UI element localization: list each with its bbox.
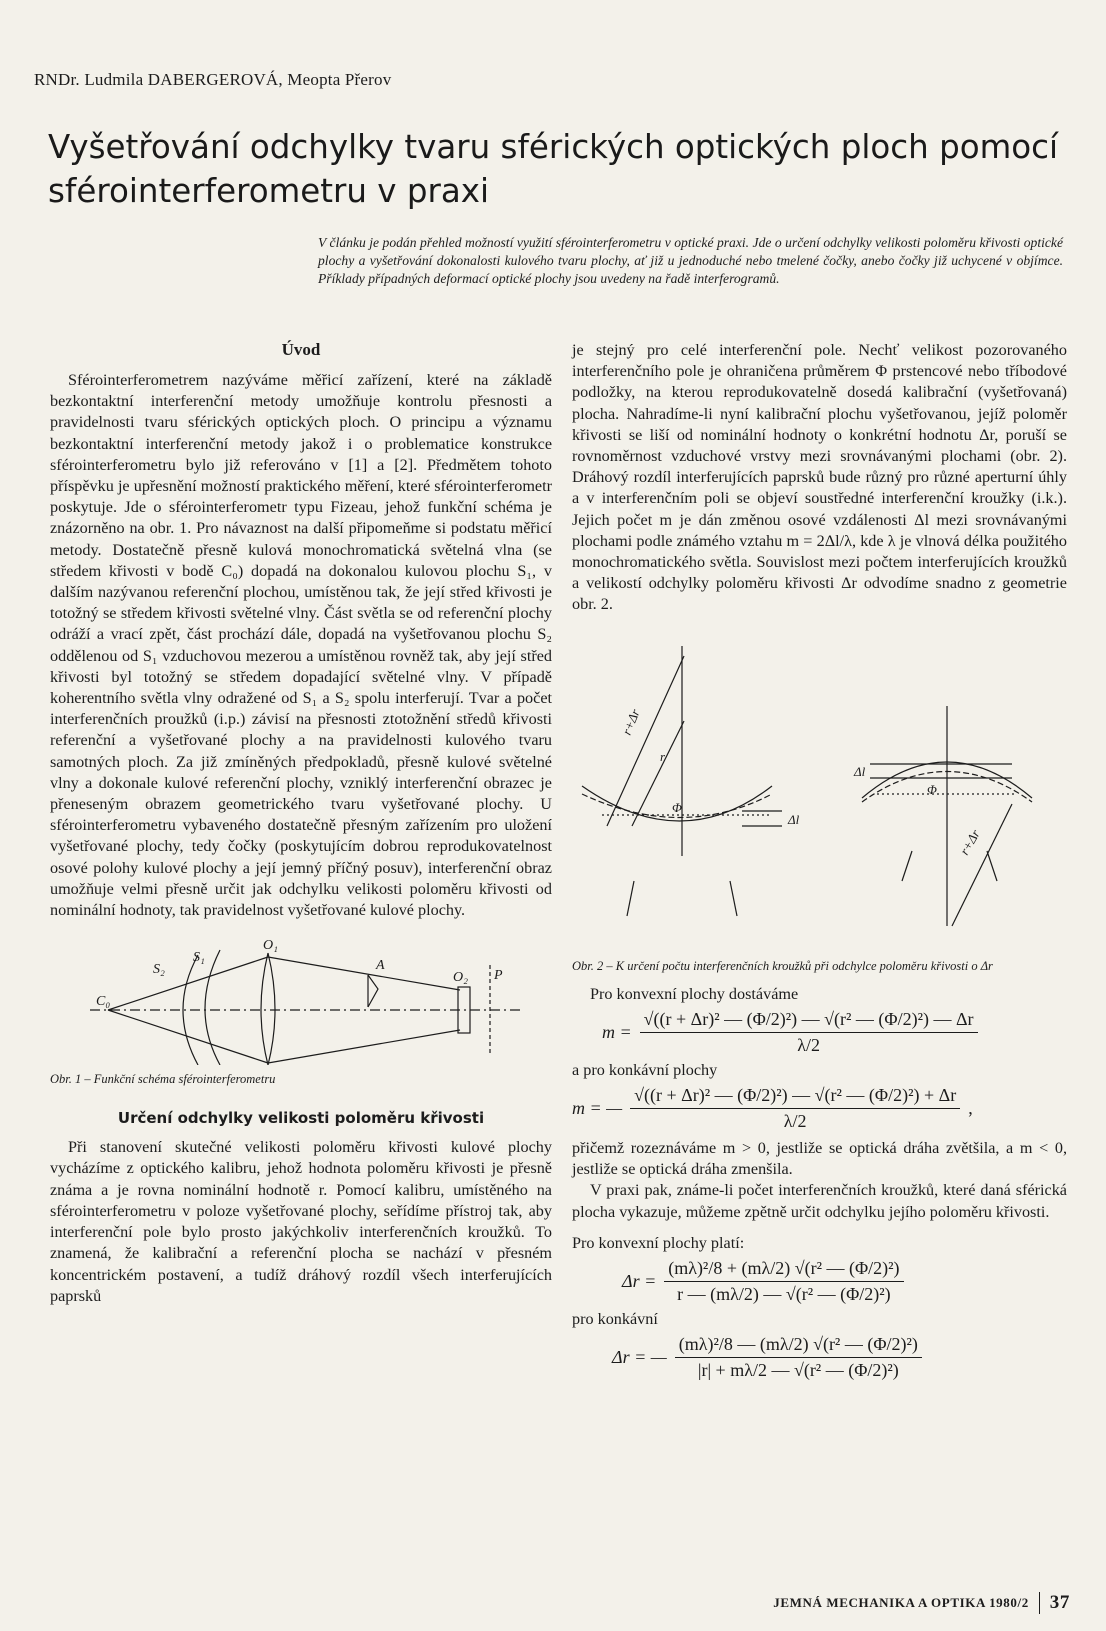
right-paragraph-2: přičemž rozeznáváme m > 0, jestliže se optická dráha zvětšila, a m < 0, jestliže se optická dráha zmenšila. <box>572 1139 1067 1179</box>
eq1-numerator: √((r + Δr)² — (Φ/2)²) — √(r² — (Φ/2)²) — Δr <box>640 1009 978 1033</box>
eq2-tail: , <box>968 1098 973 1119</box>
label-p: P <box>494 968 503 984</box>
prism-a <box>368 975 378 1007</box>
arrow-left-1 <box>627 881 634 916</box>
eq3-lhs: Δr = <box>622 1271 657 1292</box>
lens-o1-left <box>268 953 275 1065</box>
ray-upper-left <box>108 957 268 1010</box>
concave2-intro: pro konkávní <box>572 1310 658 1329</box>
convex2-intro: Pro konvexní plochy platí: <box>572 1233 745 1252</box>
ray-lower-left <box>108 1010 268 1063</box>
arrow-right-2 <box>987 851 997 881</box>
radius-paragraph: Při stanovení skutečné velikosti poloměru křivosti kulové plochy vycházíme z optického kalibru, jehož hodnota poloměru křivosti je přesně známa a je rovna nominální hodnotě r. Pomocí kalibru, umístěného na sférointerferometru v poloze vyšetřované plochy, seřídíme přístroj tak, aby interferenční pole bylo prosto jakýchkoliv interferenčních kroužků. To znamená, že kalibrační a referenční plocha se nachází v přesném koncentrickém postavení, a tudíž dráhový rozdíl všech interferujících paprsků <box>50 1138 552 1305</box>
label-s2: S₂ <box>153 962 165 978</box>
surface-s1 <box>205 950 220 1065</box>
equation-1 <box>572 1009 1067 1056</box>
eq4-lhs: Δr = — <box>612 1347 667 1368</box>
equation-4 <box>572 1334 1067 1381</box>
author-line: RNDr. Ludmila DABERGEROVÁ, Meopta Přerov <box>34 70 392 89</box>
eq2-denominator: λ/2 <box>783 1111 807 1132</box>
eq4-numerator: (mλ)²/8 — (mλ/2) √(r² — (Φ/2)²) <box>675 1334 922 1358</box>
figure-1-caption: Obr. 1 – Funkční schéma sférointerferometru <box>50 1072 276 1087</box>
label-o1: O₁ <box>263 938 278 954</box>
label-dl-left: Δl <box>788 811 800 827</box>
arrow-right-1 <box>902 851 912 881</box>
eq3-denominator: r — (mλ/2) — √(r² — (Φ/2)²) <box>677 1284 891 1305</box>
eq1-denominator: λ/2 <box>797 1034 820 1055</box>
ray-upper-right <box>268 957 460 990</box>
label-r-plus-dr: r+Δr <box>618 706 643 737</box>
convex-intro: Pro konvexní plochy dostáváme <box>590 984 799 1003</box>
journal-name: JEMNÁ MECHANIKA A OPTIKA 1980/2 <box>773 1595 1029 1610</box>
article-title: Vyšetřování odchylky tvaru sférických optických ploch pomocí sférointerferometru v praxi <box>48 128 1059 210</box>
right-paragraph-1: je stejný pro celé interferenční pole. Nechť velikost pozorovaného interferenčního pole je ohraničena průměrem Φ prstencové nebo tříbodové podložky, na kterou reprodukovatelně dosedá kalibrační (vyšetřovaná) plocha. Nahradíme-li nyní kalibrační plochu vyšetřovanou, jejíž poloměr křivosti se liší od nominální hodnoty o konkrétní hodnotu Δr, poruší se rovnoměrnost vzduchové vrstvy mezi srovnávanými plochami (obr. 2). Dráhový rozdíl interferujících paprsků bude různý pro různé aperturní úhly a v interferenčním poli se objeví soustředné interferenční kroužky (i.k.). Jejich počet m je dán změnou osové vzdálenosti Δl mezi srovnávanými plochami podle známého vztahu m = 2Δl/λ, kde λ je vlnová délka použitého monochromatického světla. Souvislost mezi počtem interferujících kroužků a velikostí odchylky poloměru křivosti Δr odvodíme snadno z geometrie obr. 2. <box>572 341 1067 614</box>
right-column <box>572 340 1067 1385</box>
equation-2 <box>572 1085 1067 1132</box>
label-c0: C₀ <box>96 994 111 1010</box>
label-a: A <box>376 958 385 974</box>
intro-paragraph: Sférointerferometrem nazýváme měřicí zařízení, které na základě bezkontaktní interferenční metody umožňuje kontrolu přesnosti a pravidelnosti tvaru sférických optických ploch. O principu a významu bezkontaktní interferenční metody jakož i o problematice konstrukce sférointerferometru bylo již referováno v [1] a [2]. Předmětem tohoto příspěvku je upřesnění možností praktického měření, které sférointerferometr poskytuje. Jde o sférointerferometr typu Fizeau, jehož funkční schéma je znázorněno na obr. 1. Pro návaznost na další připomeňme si podstatu měřicí metody. Dostatečně přesně kulová monochromatická světelná vlna (se středem křivosti v bodě C₀) dopadá na dokonalou kulovou plochu S₁, v dalším nazývanou referenční plochou, umístěnou tak, že její střed křivosti je totožný se středem křivosti světelné vlny. Část světla se od referenční plochy odráží a vrací zpět, část prochází dále, dopadá na vyšetřovanou plochu S₂ oddělenou od S₁ vzduchovou mezerou a umístěnou rovněž tak, aby její střed křivosti byl totožný se středem dopadající světelné vlny. V případě koherentního světla vlny odražené od S₁ a S₂ spolu interferují. Tvar a počet interferenčních proužků (i.p.) závisí na přesnosti ztotožnění středů křivosti referenční a vyšetřované plochy a na pravidelnosti kulového tvaru samotných ploch. Za již zmíněných předpokladů, přesně kulové světelné vlny a dokonale kulové referenční plochy, vzniklý interferenční obrazec je přeneseným obrazem geometrického tvaru vyšetřované plochy. U sférointerferometru vybaveného dostatečně přesným zařízením pro uložení vyšetřované plochy, tedy čočky (poskytujícím dobrou reprodukovatelnost osové polohy kulové plochy a její jemný příčný posuv), interferenční obraz umožňuje velmi přesně určit jak odchylku velikosti poloměru křivosti od nominální hodnoty, tak pravidelnost vyšetřované kulové plochy. <box>50 371 552 920</box>
label-r: r <box>660 748 666 764</box>
eq2-lhs: m = — <box>572 1098 623 1119</box>
eq3-numerator: (mλ)²/8 + (mλ/2) √(r² — (Φ/2)²) <box>664 1258 903 1282</box>
figure-2-diagram <box>572 626 1067 956</box>
eq2-numerator: √((r + Δr)² — (Φ/2)²) — √(r² — (Φ/2)²) + Δr <box>630 1085 960 1109</box>
figure-1-schematic <box>50 935 552 1065</box>
figure-2-caption: Obr. 2 – K určení počtu interferenčních kroužků při odchylce poloměru křivosti o Δr <box>572 958 993 973</box>
label-phi-left: Φ <box>672 799 682 815</box>
section-heading-intro: Úvod <box>281 340 321 359</box>
abstract: V článku je podán přehled možností využití sférointerferometru v optické praxi. Jde o určení odchylky velikosti poloměru křivosti optické plochy a vyšetřování dokonalosti kulového tvaru plochy, ať již u jednoduché nebo tmelené čočky, anebo čočky již uchycené v objímce. Příklady případných deformací optické plochy jsou uvedeny na řadě interferogramů. <box>318 235 1063 286</box>
lens-o1-right <box>261 953 268 1065</box>
label-dl-right: Δl <box>854 763 866 779</box>
page-number: 37 <box>1039 1592 1070 1614</box>
concave-intro: a pro konkávní plochy <box>572 1060 718 1079</box>
equation-3 <box>572 1258 1067 1305</box>
eq4-denominator: |r| + mλ/2 — √(r² — (Φ/2)²) <box>697 1360 899 1381</box>
label-o2: O₂ <box>453 970 468 986</box>
section-heading-radius: Určení odchylky velikosti poloměru křivosti <box>117 1109 485 1128</box>
ray-lower-right <box>268 1030 460 1063</box>
eq1-lhs: m = <box>602 1021 632 1042</box>
label-phi-right: Φ <box>927 781 937 797</box>
arrow-left-2 <box>730 881 737 916</box>
label-s1: S₁ <box>193 950 205 966</box>
radius-convex <box>952 804 1012 926</box>
left-column <box>50 340 552 1307</box>
right-paragraph-3: V praxi pak, známe-li počet interferenčních kroužků, které daná sférická plocha vykazuje, můžeme zpětně určit odchylku jejího poloměru křivosti. <box>572 1181 1067 1221</box>
page-footer <box>773 1592 1070 1614</box>
label-r-plus-dr-right: r+Δr <box>956 826 983 858</box>
